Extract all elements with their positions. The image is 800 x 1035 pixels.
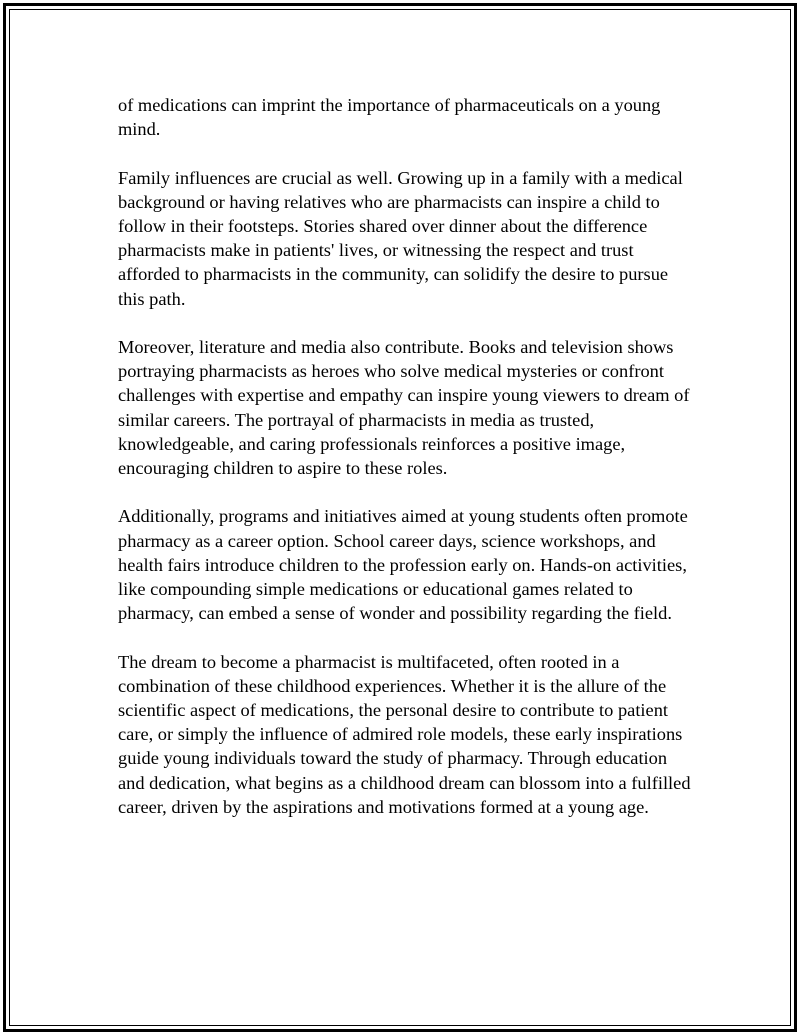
paragraph-literature-media: Moreover, literature and media also contribute. Books and television shows portraying pharmacists as heroes who solve medical mysteries or confront challenges with expertise and empathy can inspire young viewers to dream of similar careers. The portrayal of pharmacists in media as trusted, knowledgeable, and caring professionals reinforces a positive image, encouraging children to aspire to these roles. [118, 337, 690, 479]
paragraph-continuation: of medications can imprint the importance of pharmaceuticals on a young mind. [118, 95, 661, 140]
paragraph-conclusion: The dream to become a pharmacist is multifaceted, often rooted in a combination of these childhood experiences. Whether it is the allure of the scientific aspect of medications, the personal desire to contribute to patient care, or simply the influence of admired role models, these early inspirations guide young individuals toward the study of pharmacy. Through education and dedication, what begins as a childhood dream can blossom into a fulfilled career, driven by the aspirations and motivations formed at a young age. [118, 651, 691, 817]
paragraph-programs-initiatives: Additionally, programs and initiatives aimed at young students often promote pharmacy as a career option. School career days, science workshops, and health fairs introduce children to the profession early on. Hands-on activities, like compounding simple medications or educational games related to pharmacy, can embed a sense of wonder and possibility regarding the field. [118, 506, 688, 624]
paragraph-family-influences: Family influences are crucial as well. Growing up in a family with a medical background or having relatives who are pharmacists can inspire a child to follow in their footsteps. Stories shared over dinner about the difference pharmacists make in patients' lives, or witnessing the respect and trust afforded to pharmacists in the community, can solidify the desire to pursue this path. [118, 167, 683, 309]
document-body [118, 93, 698, 843]
